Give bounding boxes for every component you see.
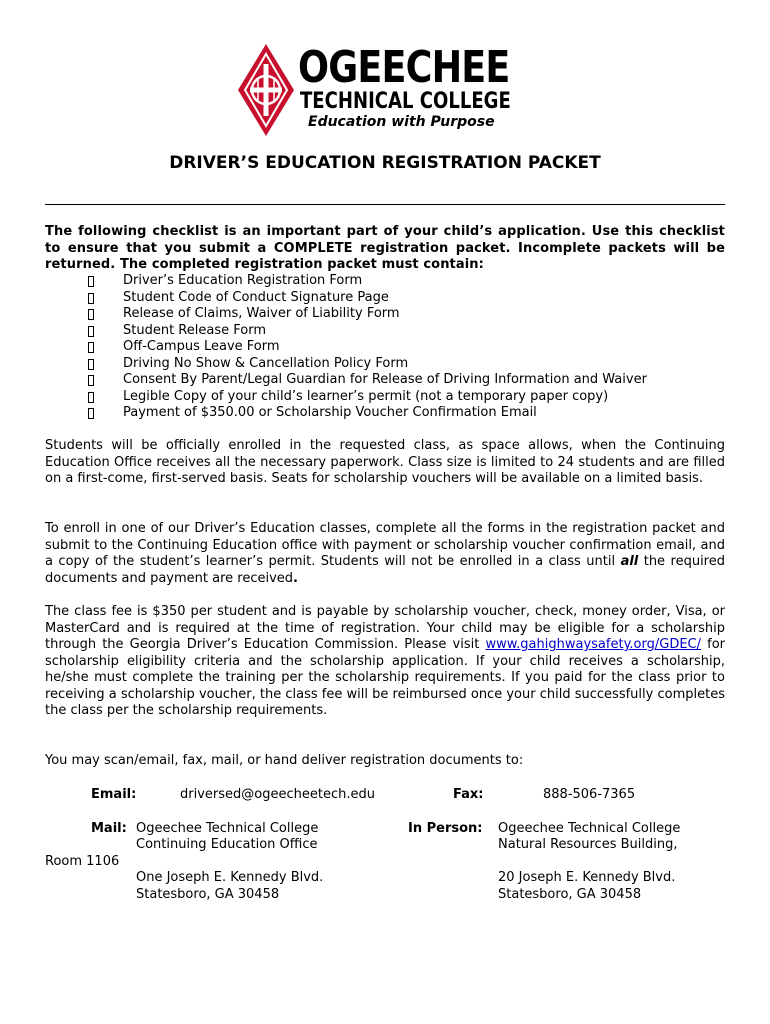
checkbox-icon [88,293,94,304]
mail-address-line: One Joseph E. Kennedy Blvd. [136,870,324,885]
logo-subtitle: TECHNICAL COLLEGE [300,89,511,114]
checklist-item [86,290,647,307]
mail-room: Room 1106 [45,854,120,869]
checklist-item [86,389,647,406]
checklist-item [86,306,647,323]
enroll-period: . [293,570,298,586]
checklist-item-label: Payment of $350.00 or Scholarship Voucher Confirmation Email [123,405,537,420]
checkbox-icon [88,375,94,386]
mail-label: Mail: [91,821,127,836]
checklist-item-label: Release of Claims, Waiver of Liability Form [123,306,400,321]
checklist-item [86,323,647,340]
checklist-item [86,273,647,290]
in-person-address-line: Ogeechee Technical College [498,821,681,836]
checkbox-icon [88,309,94,320]
email-value[interactable]: driversed@ogeecheetech.edu [180,787,375,802]
checklist-item-label: Student Release Form [123,322,266,338]
intro-paragraph: The following checklist is an important part of your child’s application. Use this checklist to ensure that you submit a COMPLETE registration packet. Incomplete packets will be returned. The completed registration packet must contain: [45,224,725,272]
email-label: Email: [91,787,137,802]
in-person-label: In Person: [408,821,483,836]
enrollment-paragraph: Students will be officially enrolled in the requested class, as space allows, when the Continuing Education Office receives all the necessary paperwork. Class size is limited to 24 students and are filled on a first-come, first-served basis. Seats for scholarship vouchers will be available on a limited basis. [45,438,725,486]
emphasis-text: all [620,554,639,569]
fee-text-end: for scholarship eligibility criteria and the scholarship application. If your child receives a scholarship, he/she must complete the training per the scholarship requirements. If you paid for the class prior to receiving a scholarship voucher, the class fee will be reimbursed once your child successfully completes the class per the scholarship requirements. [45,637,726,718]
in-person-address-line: Statesboro, GA 30458 [498,887,642,902]
gdec-link[interactable]: www.gahighwaysafety.org/GDEC/ [485,637,701,652]
enroll-text: To enroll in one of our Driver’s Education classes, complete all the forms in the registration packet and submit to the Continuing Education office with payment or scholarship voucher confirmation email, and a copy of the student’s learner’s permit. Students will not be enrolled in a class until [45,521,725,569]
fax-label: Fax: [453,787,484,802]
checklist-item-label: Off-Campus Leave Form [123,339,280,354]
in-person-address-line: Natural Resources Building, [498,837,678,852]
page-title: DRIVER’S EDUCATION REGISTRATION PACKET [169,153,601,173]
checklist-item [86,356,647,373]
checklist-item-label: Student Code of Conduct Signature Page [123,289,389,305]
logo-tagline: Education with Purpose [308,114,495,130]
checklist-item-label: Driving No Show & Cancellation Policy Form [123,355,409,371]
logo-name: OGEECHEE [298,42,510,93]
enroll-instructions-paragraph [45,521,725,587]
checkbox-icon [88,392,94,403]
delivery-paragraph: You may scan/email, fax, mail, or hand deliver registration documents to: [45,753,524,768]
mail-address-line: Statesboro, GA 30458 [136,887,280,902]
fee-text: The class fee is $350 per student and is payable by scholarship voucher, check, money order, Visa, or MasterCard and is required at the time of registration. Your child may be eligible for a scholarship through the Georgia Driver’s Education Commission. Please visit [45,604,725,652]
title-divider [45,204,725,205]
enroll-text-end: the required documents and payment are received [45,554,725,586]
checkbox-icon [88,276,94,287]
checklist-item-label: Legible Copy of your child’s learner’s permit (not a temporary paper copy) [123,388,609,404]
checklist-item [86,339,647,356]
checklist [86,273,647,422]
checkbox-icon [88,408,94,419]
checklist-item [86,372,647,389]
checklist-item-label: Consent By Parent/Legal Guardian for Release of Driving Information and Waiver [123,372,647,387]
checkbox-icon [88,342,94,353]
class-fee-paragraph [45,604,725,720]
checkbox-icon [88,359,94,370]
checkbox-icon [88,326,94,337]
checklist-item [86,405,647,422]
mail-address-line: Ogeechee Technical College [136,821,319,836]
college-logo [236,42,536,138]
mail-address-line: Continuing Education Office [136,837,318,852]
checklist-item-label: Driver’s Education Registration Form [123,273,363,288]
college-emblem-icon [236,42,296,138]
fax-value: 888-506-7365 [543,787,636,802]
in-person-address-line: 20 Joseph E. Kennedy Blvd. [498,870,676,885]
